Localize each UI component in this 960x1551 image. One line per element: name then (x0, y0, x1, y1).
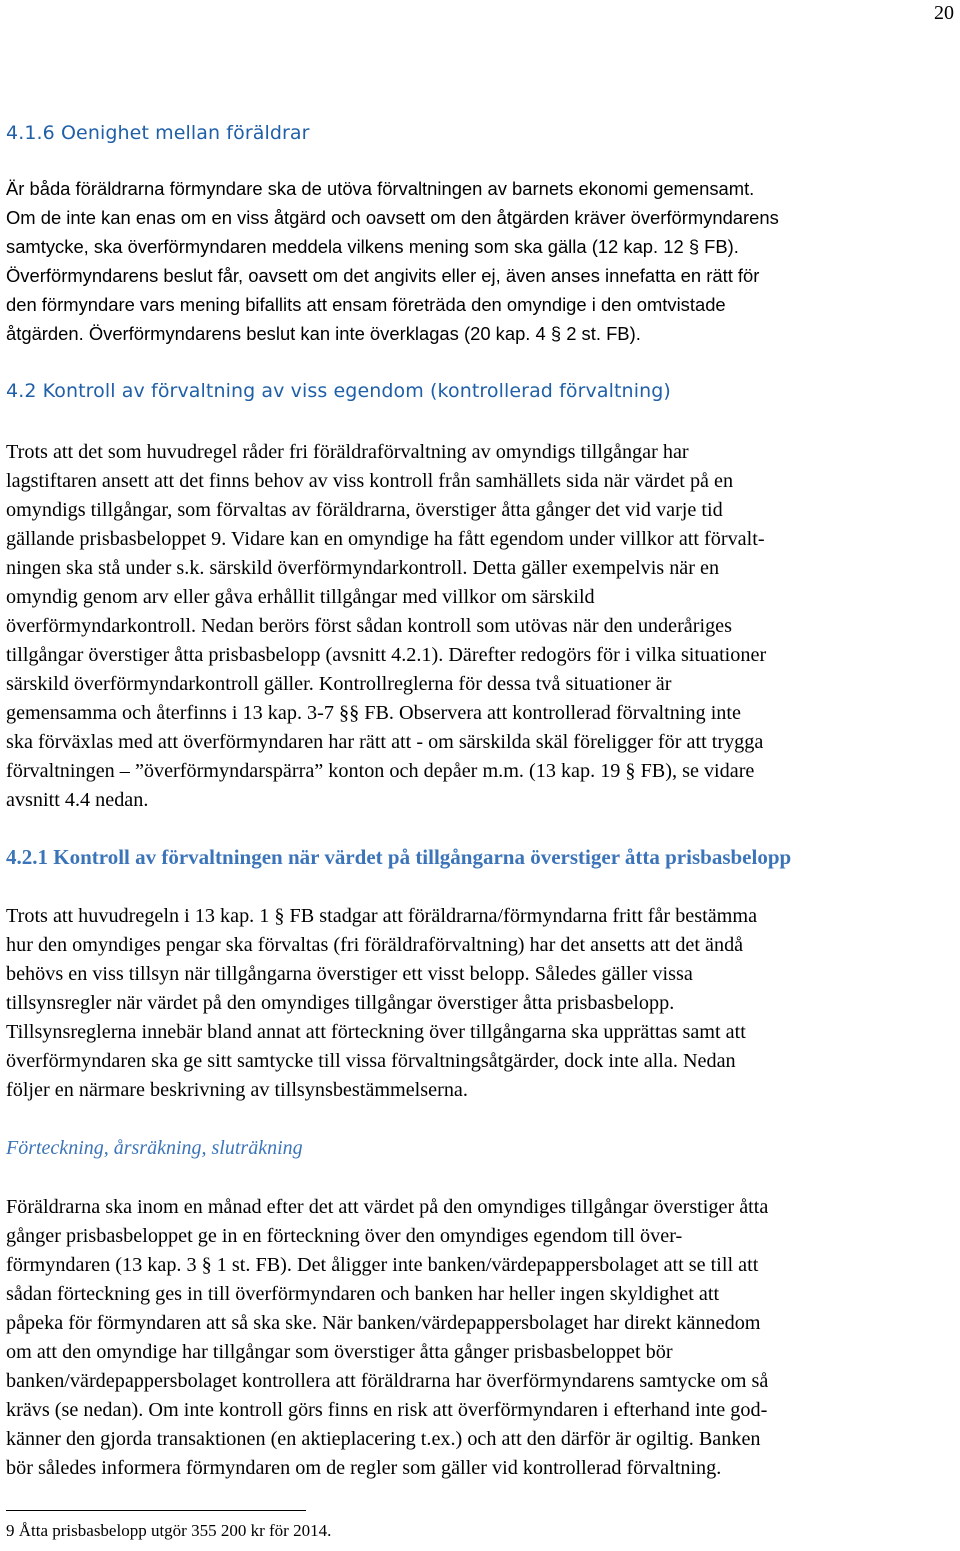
text-line: den förmyndare vars mening bifallits att ensam företräda den omyndige i den omtvistade (6, 294, 726, 315)
text-line: omyndig genom arv eller gåva erhållit tillgångar med villkor om särskild (6, 586, 595, 608)
text-line: banken/värdepappersbolaget kontrollera att föräldrarna har överförmyndarens samtycke om så (6, 1370, 769, 1392)
text-line: Trots att huvudregeln i 13 kap. 1 § FB stadgar att föräldrarna/förmyndarna fritt får bestämma (6, 905, 758, 927)
text-line: lagstiftaren ansett att det finns behov av viss kontroll från samhällets sida när värdet på en (6, 470, 734, 492)
heading-4-2: 4.2 Kontroll av förvaltning av viss egendom (kontrollerad förvaltning) (6, 380, 671, 402)
text-line: tillsynsregler när värdet på den omyndiges tillgångar överstiger åtta prisbasbelopp. (6, 992, 675, 1014)
text-line: tillgångar överstiger åtta prisbasbelopp (avsnitt 4.2.1). Därefter redogörs för i vilka situationer (6, 644, 767, 666)
text-line: känner den gjorda transaktionen (en aktieplacering t.ex.) och att den därför är ogiltig. Banken (6, 1428, 761, 1450)
text-line: omyndigs tillgångar, som förvaltas av föräldrarna, överstiger åtta gånger det vid varje tid (6, 499, 723, 521)
text-line: gånger prisbasbeloppet ge in en förteckning över den omyndiges egendom till över- (6, 1225, 683, 1247)
text-line: behövs en viss tillsyn när tillgångarna överstiger ett visst belopp. Således gäller vissa (6, 963, 693, 985)
text-line: gällande prisbasbeloppet 9. Vidare kan en omyndige ha fått egendom under villkor att förvalt- (6, 528, 765, 550)
text-line: överförmyndaren ska ge sitt samtycke till vissa förvaltningsåtgärder, dock inte alla. Nedan (6, 1050, 736, 1072)
text-line: överförmyndarkontroll. Nedan berörs först sådan kontroll som utövas när den underåriges (6, 615, 732, 637)
heading-4-2-1: 4.2.1 Kontroll av förvaltningen när värdet på tillgångarna överstiger åtta prisbasbelopp (6, 845, 792, 869)
text-line: särskild överförmyndarkontroll gäller. Kontrollreglerna för dessa två situationer är (6, 673, 672, 695)
text-line: hur den omyndiges pengar ska förvaltas (fri föräldraförvaltning) har det ansetts att det ändå (6, 934, 744, 956)
footnote-divider (6, 1510, 306, 1511)
paragraph-forteckning (6, 1193, 960, 1483)
text-line: bör således informera förmyndaren om de regler som gäller vid kontrollerad förvaltning. (6, 1457, 722, 1479)
paragraph-4-1-6 (6, 174, 960, 348)
text-line: krävs (se nedan). Om inte kontroll görs finns en risk att överförmyndaren i efterhand inte god- (6, 1399, 768, 1421)
text-line: förvaltningen – ”överförmyndarspärra” konton och depåer m.m. (13 kap. 19 § FB), se vidare (6, 760, 755, 782)
text-line: Om de inte kan enas om en viss åtgärd och oavsett om den åtgärden kräver överförmyndarens (6, 207, 779, 228)
text-line: Trots att det som huvudregel råder fri föräldraförvaltning av omyndigs tillgångar har (6, 441, 689, 463)
footnote: 9 Åtta prisbasbelopp utgör 355 200 kr för 2014. (6, 1521, 332, 1540)
paragraph-4-2-1 (6, 902, 960, 1105)
text-line: gemensamma och återfinns i 13 kap. 3-7 §§ FB. Observera att kontrollerad förvaltning inte (6, 702, 741, 724)
text-line: samtycke, ska överförmyndaren meddela vilkens mening som ska gälla (12 kap. 12 § FB). (6, 236, 739, 257)
page-number: 20 (934, 2, 954, 24)
text-line: avsnitt 4.4 nedan. (6, 789, 149, 811)
subheading-forteckning: Förteckning, årsräkning, sluträkning (6, 1137, 303, 1159)
text-line: ska förväxlas med att överförmyndaren har rätt att - om särskilda skäl föreligger för att trygga (6, 731, 764, 753)
text-line: påpeka för förmyndaren att så ska ske. När banken/värdepappersbolaget har direkt kännedom (6, 1312, 761, 1334)
text-line: förmyndaren (13 kap. 3 § 1 st. FB). Det åligger inte banken/värdepappersbolaget att se till att (6, 1254, 759, 1276)
text-line: åtgärden. Överförmyndarens beslut kan inte överklagas (20 kap. 4 § 2 st. FB). (6, 323, 641, 344)
paragraph-4-2 (6, 438, 960, 815)
text-line: ningen ska stå under s.k. särskild överförmyndarkontroll. Detta gäller exempelvis när en (6, 557, 720, 579)
text-line: Tillsynsreglerna innebär bland annat att förteckning över tillgångarna ska upprättas samt att (6, 1021, 746, 1043)
text-line: Överförmyndarens beslut får, oavsett om det angivits eller ej, även anses innefatta en rätt för (6, 265, 760, 286)
text-line: Är båda föräldrarna förmyndare ska de utöva förvaltningen av barnets ekonomi gemensamt. (6, 178, 755, 199)
text-line: Föräldrarna ska inom en månad efter det att värdet på den omyndiges tillgångar överstiger åtta (6, 1196, 769, 1218)
heading-4-1-6: 4.1.6 Oenighet mellan föräldrar (6, 122, 310, 144)
text-line: om att den omyndige har tillgångar som överstiger åtta gånger prisbasbeloppet bör (6, 1341, 673, 1363)
text-line: följer en närmare beskrivning av tillsynsbestämmelserna. (6, 1079, 468, 1101)
text-line: sådan förteckning ges in till överförmyndaren och banken har heller ingen skyldighet att (6, 1283, 720, 1305)
